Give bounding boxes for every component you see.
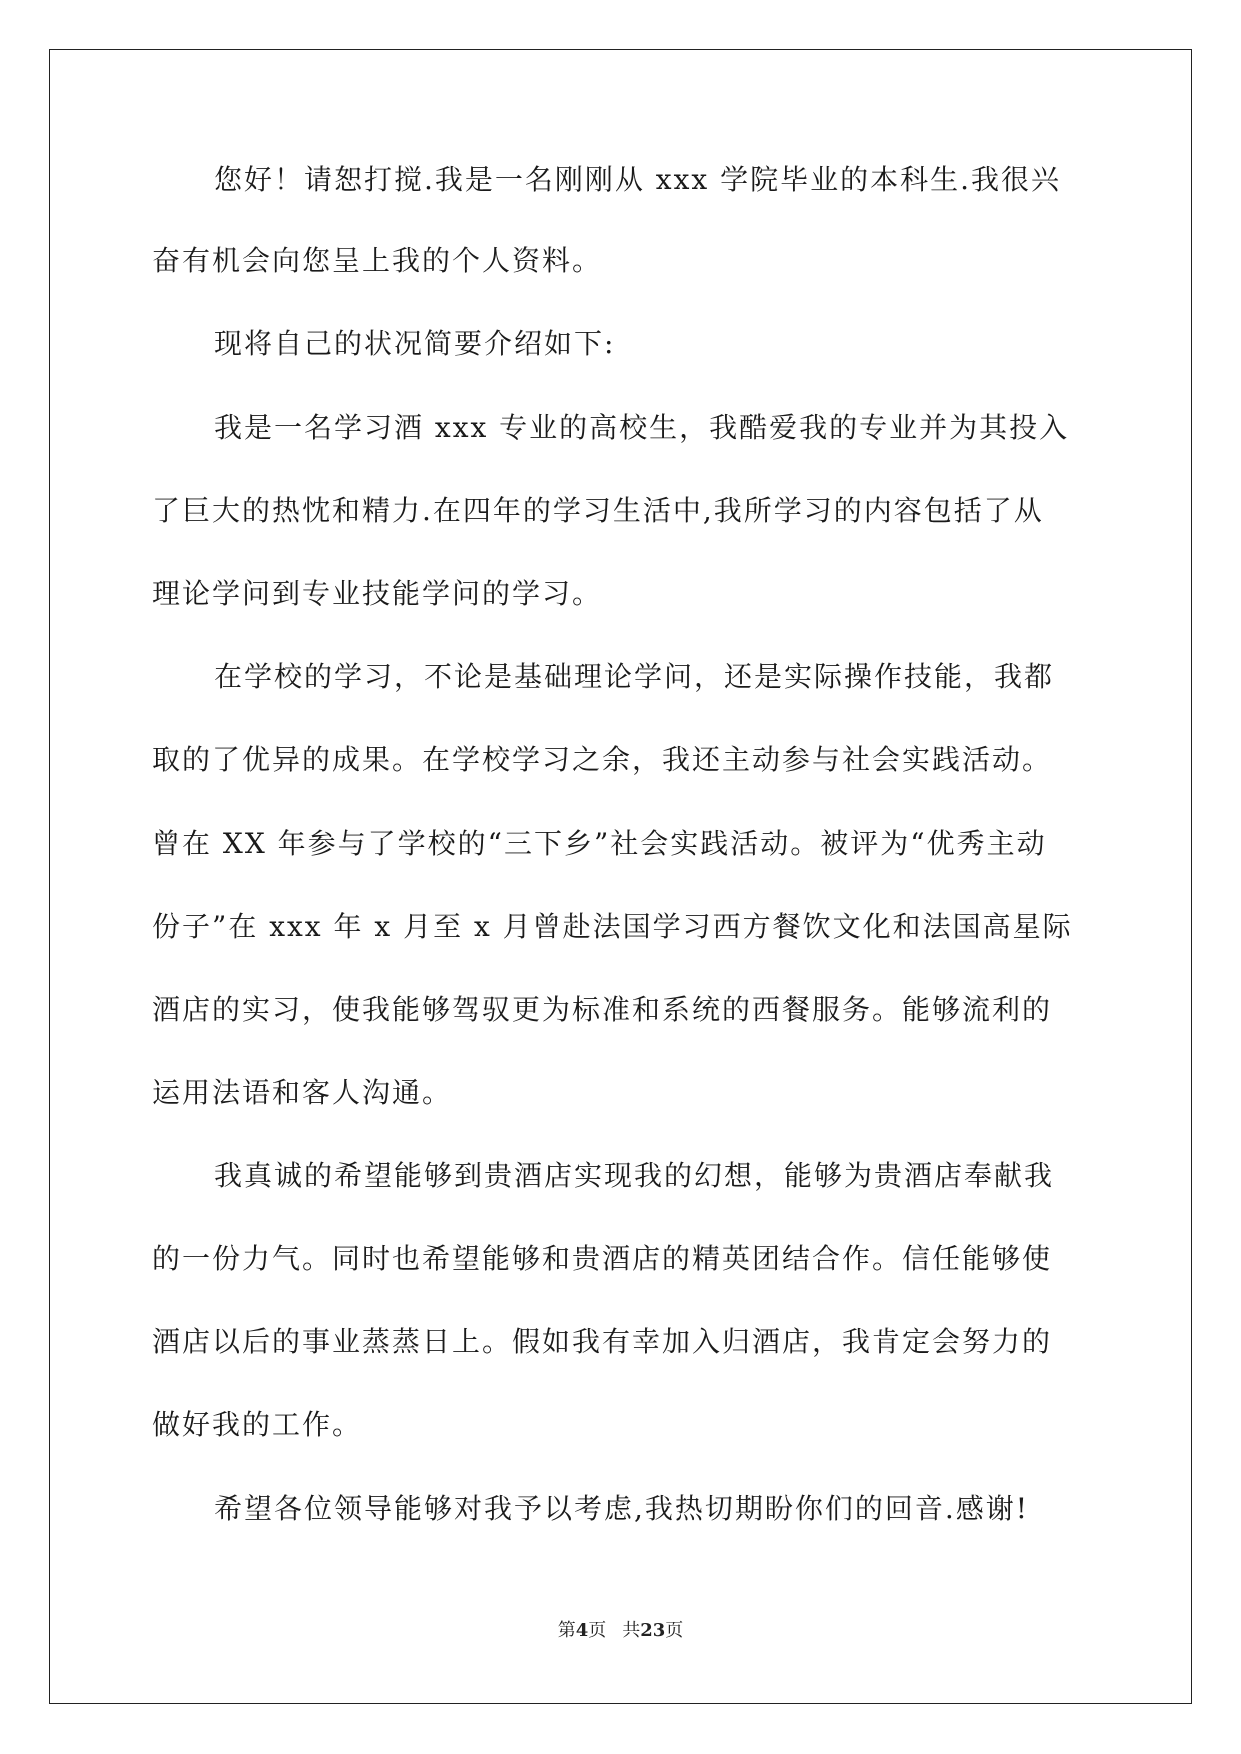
text-line: 希望各位领导能够对我予以考虑,我热切期盼你们的回音.感谢!	[214, 1492, 1030, 1525]
text-line: 酒店的实习，使我能够驾驭更为标准和系统的西餐服务。能够流利的	[152, 993, 1053, 1026]
page-footer	[0, 1619, 1241, 1643]
text-line: 在学校的学习，不论是基础理论学问，还是实际操作技能，我都	[214, 660, 1055, 693]
text-line: 的一份力气。同时也希望能够和贵酒店的精英团结合作。信任能够使	[152, 1242, 1053, 1275]
total-pages: 23	[640, 1620, 666, 1641]
page-border	[49, 49, 1192, 1704]
text-line: 取的了优异的成果。在学校学习之余，我还主动参与社会实践活动。	[152, 743, 1053, 776]
page-suffix: 页	[588, 1620, 607, 1641]
text-line: 我真诚的希望能够到贵酒店实现我的幻想，能够为贵酒店奉献我	[214, 1159, 1055, 1192]
text-line: 我是一名学习酒 xxx 专业的高校生，我酷爱我的专业并为其投入	[214, 411, 1070, 444]
text-line: 酒店以后的事业蒸蒸日上。假如我有幸加入归酒店，我肯定会努力的	[152, 1325, 1053, 1358]
text-line: 现将自己的状况简要介绍如下:	[214, 327, 616, 360]
text-line: 做好我的工作。	[152, 1408, 363, 1441]
text-line: 您好！请恕打搅.我是一名刚刚从 xxx 学院毕业的本科生.我很兴	[214, 163, 1061, 196]
page-number: 4	[575, 1620, 589, 1641]
page-prefix: 第	[557, 1620, 576, 1641]
text-line: 理论学问到专业技能学问的学习。	[152, 577, 603, 610]
text-line: 了巨大的热忱和精力.在四年的学习生活中,我所学习的内容包括了从	[152, 494, 1044, 527]
text-line: 份子”在 xxx 年 x 月至 x 月曾赴法国学习西方餐饮文化和法国高星际	[152, 910, 1073, 943]
text-line: 奋有机会向您呈上我的个人资料。	[152, 244, 603, 277]
total-prefix: 共	[622, 1620, 641, 1641]
total-suffix: 页	[665, 1620, 684, 1641]
text-line: 曾在 XX 年参与了学校的“三下乡”社会实践活动。被评为“优秀主动	[152, 827, 1047, 860]
text-line: 运用法语和客人沟通。	[152, 1076, 453, 1109]
